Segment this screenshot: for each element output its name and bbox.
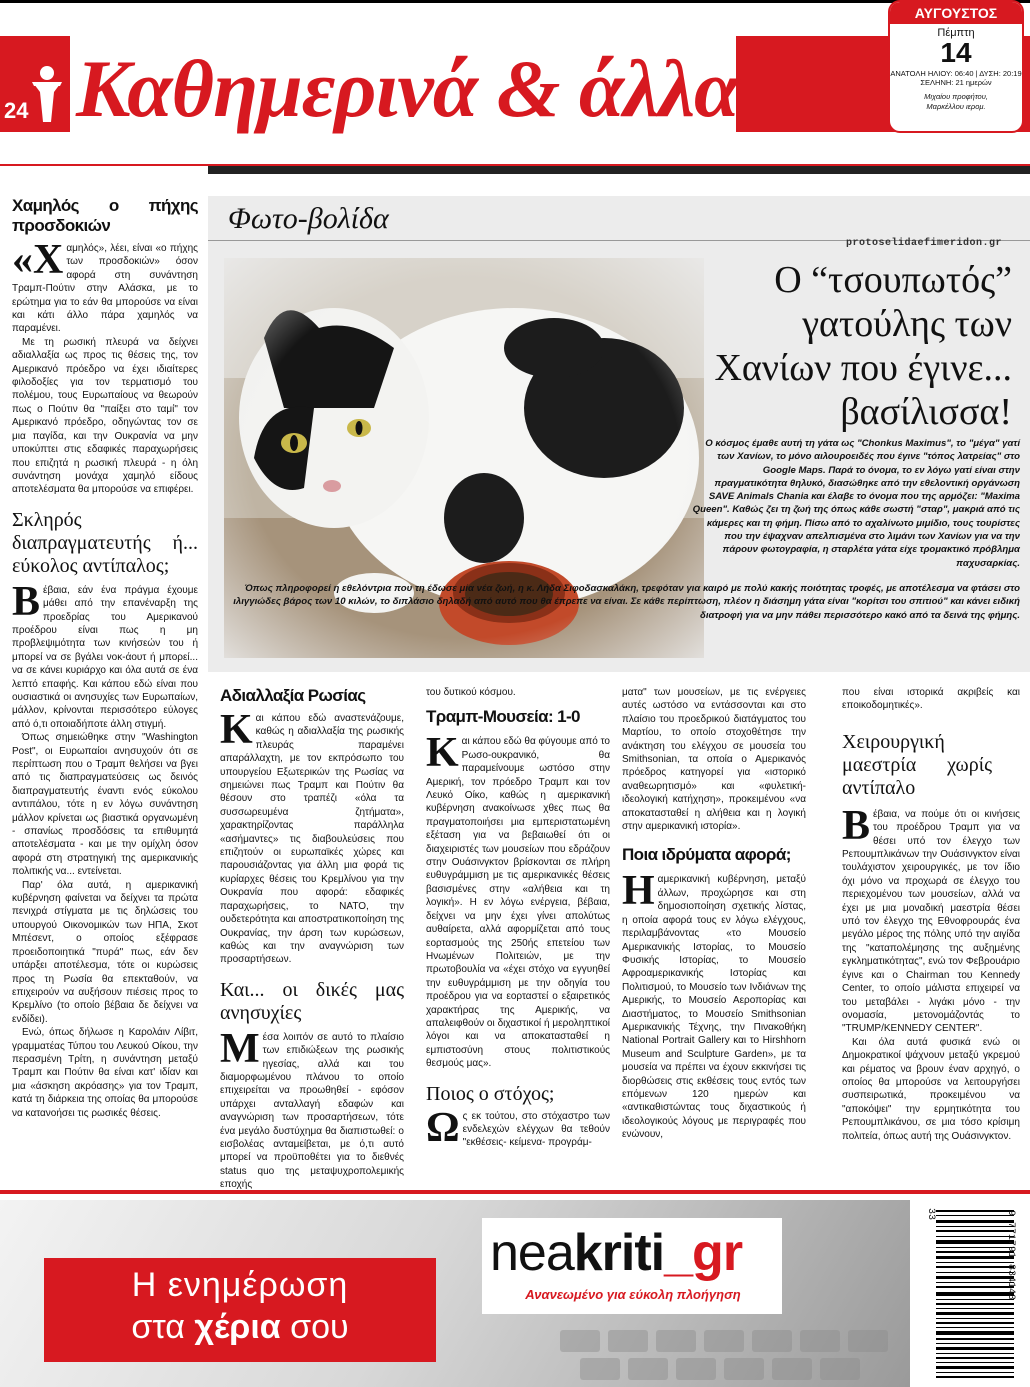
ad-slogan-line-2 <box>44 1306 436 1348</box>
paragraph-text: έσα λοιπόν σε αυτό το πλαίσιο των επιδιώξεων της ρωσικής ηγεσίας, αλλά και του διαμορφωμένου πλάνου το οποίο επιχειρείται να προωθηθεί - εφόσον υπάρχει ανταλλαγή εδαφών και αναγνώριση των προσαρτήσεων, τότε ένα μεγάλο δυστύχημα θα διαπιστωθεί: ο εισβολέας ανταμείβεται, με ό,τι αυτό μπορεί να προϋποθέτει για το διεθνές status quo της μεταψυχροπολεμικής εποχής <box>220 1031 404 1191</box>
ad-slogan-line-1: Η ενημέρωση <box>131 1266 349 1304</box>
article-paragraph <box>426 730 610 1070</box>
article-heading: Τραμπ-Μουσεία: 1-0 <box>426 707 580 727</box>
date-weekday: Πέμπτη <box>937 27 975 39</box>
saints-of-day <box>890 92 1022 112</box>
date-box <box>888 0 1024 133</box>
section-logo-icon <box>30 64 64 124</box>
article-paragraph <box>220 1025 404 1192</box>
header-divider-thick <box>208 166 1030 174</box>
saints-line-2: Μαρκέλλου ιερομ. <box>926 102 986 111</box>
sun-times: ΑΝΑΤΟΛΗ ΗΛΙΟΥ: 06:40 | ΔΥΣΗ: 20:19 <box>890 69 1022 78</box>
drop-cap: Β <box>842 802 871 849</box>
article-paragraph: ματα" των μουσείων, με τις ενέργειες αυτές ωστόσο να εντάσσονται και στο πλαίσιο του προεδρικού διατάγματος του Μαρτίου, το οποίο στοχοθέτησε την ανάκτηση του ελέγχου σε μουσεία του Smithsonian, τα οποία ο Αμερικανός πρόεδρος κατηγορεί για «ιστορικό αναθεωρητισμό» και «φυλετική-ιδεολογική κατήχηση», προκειμένου «να αποκατασταθεί η αλήθεια και η λογική στην αμερικανική ιστορία». <box>622 687 806 833</box>
column-2 <box>220 686 404 1192</box>
barcode-issue: 33 <box>925 1208 936 1221</box>
article-paragraph <box>842 802 1020 1036</box>
drop-cap: Ω <box>426 1104 460 1151</box>
header-top-rule <box>0 0 1030 3</box>
paragraph-text: αμερικανική κυβέρνηση, μεταξύ άλλων, προχώρησε και στη δημοσιοποίηση σχετικής λίστας, η οποία αφορά τους εν λόγω ελέγχους, περιλαμβάνοντας «το Μουσείο Αμερικανικής Ιστορίας, το Μουσείο Φυσικής Ιστορίας, το Μουσείο Αφροαμερικανικής Ιστορίας και Πολιτισμού, το Μουσείο των Ινδιάνων της Αμερικής, το Μουσείο Αεροπορίας και Διαστήματος, το Μουσείο Smithsonian Αμερικανικής Τέχνης, την Πινακοθήκη National Portrait Gallery και το Hirshhorn Museum and Sculpture Garden», με τα μουσεία να πρέπει να έχουν εκκινήσει τις διορθώσεις στις εκθέσεις τους εντός των επόμενων 120 ημερών και «αντικαθιστώντας τους διχαστικούς ή ιδεολογικούς λόγους με περιγραφές που ενώνουν, <box>622 874 806 1141</box>
date-month: ΑΥΓΟΥΣΤΟΣ <box>890 2 1022 24</box>
drop-cap: Η <box>622 868 655 915</box>
drop-cap: Κ <box>220 707 253 753</box>
slogan-word: σου <box>290 1308 349 1346</box>
article-paragraph <box>622 868 806 1141</box>
article-heading: Αδιαλλαξία Ρωσίας <box>220 686 366 705</box>
logo-part: kriti <box>573 1224 665 1282</box>
ad-divider <box>0 1190 1030 1194</box>
article-paragraph: Παρ' όλα αυτά, η αμερικανική κυβέρνηση φαίνεται να δείχνει τα πρώτα πενιχρά στίγματα με τις δηλώσεις του υπουργού Οικονομικών των ΗΠΑ, Σκοτ Μπέσεντ, ο οποίος εξέφρασε προειδοποιητικά "πυρά" πως, εάν δεν υπάρξει αποτέλεσμα, τότε οι κυρώσεις προς τη Ρωσία θα επεκταθούν, να επιχειρούν να αυξήσουν πιέσεις προς το Κρεμλίνο (το οποίο βέβαια δε δείχνει να ενδίδει). <box>12 879 198 1025</box>
article-heading: Ποιος ο στόχος; <box>426 1082 555 1105</box>
article-paragraph: Και όλα αυτά φυσικά ενώ οι Δημοκρατικοί ψάχνουν μεταξύ γκρεμού και ρέματος να βρουν έναν αρχηγό, ο οποίος θα μπορούσε να λειτουργήσει συσπειρωτικά, προκειμένου να "αποκόψει" την ερμητικότητα του Ρεπουμπλικάνου, σε μια τόσο κρίσιμη πολιτεία, όπως αυτή της Ουάσινγκτον. <box>842 1036 1020 1142</box>
logo-part: _gr <box>664 1224 743 1282</box>
slogan-word: στα <box>131 1308 185 1346</box>
section-title: Καθημερινά & άλλα <box>76 43 739 134</box>
drop-cap: Κ <box>426 730 459 777</box>
article-heading: Σκληρός διαπραγματευτής ή... εύκολος αντίπαλος; <box>12 508 198 577</box>
barcode-number: 9 771791 834143 <box>1005 1210 1016 1301</box>
article-paragraph: Με τη ρωσική πλευρά να δείχνει αδιαλλαξία ως προς τις θέσεις της, τον Αμερικανό πρόεδρο να έχει ιδιαίτερες φιλοδοξίες για τον τερματισμό του πολέμου, τους Ευρωπαίους να θεωρούν πως ο Πούτιν θα "παίξει στο ταμί" τον Αμερικανό πρόεδρο, οδηγώντας τον σε μια παγίδα, και την Ουκρανία να μην υποκύπτει στις εδαφικές παραχωρήσεις που επιζητά η ρωσική πλευρά - η όλη συνάντηση μονάχα χαμηλό είδους αποτελέσματα θα μπορούσε να επιφέρει. <box>12 336 198 496</box>
article-paragraph: που είναι ιστορικά ακριβείς και εποικοδομητικές». <box>842 687 1020 712</box>
paragraph-text: έβαια, να πούμε ότι οι κινήσεις του προέδρου Τραμπ για να θέσει υπό τον έλεγχο των Ρεπουμπλικάνων την Ουάσινγκτον είναι τουλάχιστον χειρουργικές, με τον ίδιο όχι μόνο να προχωρά σε έλεγχο του περιεχομένου των μουσείων, αλλά να έχει με μια μοναδική μαεστρία θέσει υπό τον έλεγχο της Εθνοφρουράς ένα μεγάλο μέρος της πόλης υπό την αιγίδα της "καταπολέμησης της αυξημένης εγκληματικότητας", ενώ τον Φεβρουάριο έγινε και ο Chairman του Kennedy Center, το οποίο μάλιστα επιχειρεί να του μεταβάλει - λιγάκι μόνο - την ονομασία, μετονομάζοντάς το "TRUMP/KENNEDY CENTER". <box>842 808 1020 1035</box>
ad-tagline: Ανανεωμένο για εύκολη πλοήγηση <box>525 1287 741 1302</box>
column-3 <box>426 686 610 1150</box>
left-column <box>12 196 198 1120</box>
article-paragraph <box>426 1104 610 1151</box>
column-5 <box>842 686 1020 1143</box>
feature-body-1: Ο κόσμος έμαθε αυτή τη γάτα ως "Chonkus Maximus", το "μέγα" γατί των Χανίων, το μόνο αιλουροειδές που έγινε "τόπος λατρείας" στο Google Maps. Παρά το όνομα, το εν λόγω γατί είναι στην πραγματικότητα θηλυκό, διασώθηκε από την εθελοντική οργάνωση SAVE Animals Chania και έλαβε το όνομα που της αρμόζει: "Maxima Queen". Καθώς ζει τη ζωή της όπως κάθε σωστή "σταρ", μακριά από τις κάμερες και τη φήμη. Πίσω από το αχαλίνωτο μιμίδιο, τους τουρίστες που την έψαχναν απελπισμένα στο λιμάνι των Χανίων για να την πάρουν φωτογραφία, η σταρλέτα γάτα είχε τρομακτικό πρόβλημα παχυσαρκίας. <box>692 438 1020 569</box>
article-paragraph <box>12 578 198 731</box>
drop-cap: «Χ <box>12 237 64 283</box>
article-heading: Χειρουργική μαεστρία χωρίς αντίπαλο <box>842 730 992 799</box>
feature-label: Φωτο-βολίδα <box>228 202 389 235</box>
article-paragraph <box>220 707 404 967</box>
paragraph-text: αμηλός», λέει, είναι «ο πήχης των προσδοκιών» όσον αφορά στη συνάντηση Τραμπ-Πούτιν στην Αλάσκα, με το ερώτημα για το εάν θα μπορούσε να είναι και κάτι άλλο πάρα χαμηλός να παραμένει. <box>12 243 198 335</box>
feature-body-2: Όπως πληροφορεί η εθελόντρια που τη έδωσε μία νέα ζωή, η κ. Λήδα Σιφοδασκαλάκη, τρεφόταν για καιρό με πολύ κακής ποιότητας τροφές, με αποτέλεσμα να φτάσει στο ιλιγγιώδες βάρος των 10 κιλών, το διπλάσιο δηλαδή από αυτό που θα έπρεπε να είναι. Σε κάθε περίπτωση, πλέον η διάσημη γάτα είναι "κορίτσι του σπιτιού" και κάνει ειδική διατροφή για να μην πάθει περισσότερο κακό από τα δεινά της φήμης. <box>233 583 1020 621</box>
paragraph-text: ς εκ τούτου, στο στόχαστρο των ενδελεχών ελέγχων θα τεθούν "εκθέσεις- κείμενα- προγράμ- <box>462 1110 610 1149</box>
article-paragraph <box>12 237 198 336</box>
drop-cap: Μ <box>220 1025 260 1072</box>
article-paragraph: Όπως σημειώθηκε στην "Washington Post", οι Ευρωπαίοι ανησυχούν ότι σε περίπτωση που ο Τραμπ θελήσει να βγει από τις διαπραγματεύσεις ως δεινός διαπραγματευτής έναντι ενός εύκολου αντιπάλου, τότε η εν λόγω συνάντηση μάλλον κρίνεται ως βιαστικά οργανωμένη - σπανίως προσδόσεις τα επιθυμητά αποτελέσματα - και με την ομίχλη όσον αφορά στη στρατηγική της αμερικανικής πολιτικής να... εντείνεται. <box>12 732 198 878</box>
saints-line-1: Μιχαίου προφήτου, <box>924 92 988 101</box>
page-number: 24 <box>4 98 29 123</box>
slogan-word-bold: χέρια <box>194 1308 281 1346</box>
logo-part: nea <box>490 1224 574 1282</box>
moon-age: ΣΕΛΗΝΗ: 21 ημερών <box>920 78 992 87</box>
article-heading: Χαμηλός ο πήχης προσδοκιών <box>12 196 198 235</box>
article-paragraph: του δυτικού κόσμου. <box>426 687 516 698</box>
article-heading: Και... οι δικές μας ανησυχίες <box>220 978 404 1024</box>
date-day-number: 14 <box>940 37 972 68</box>
feature-source: protoselidaefimeridon.gr <box>846 238 1003 249</box>
article-heading: Ποια ιδρύματα αφορά; <box>622 845 791 865</box>
paragraph-text: έβαια, εάν ένα πράγμα έχουμε μάθει από την επανέναρξη της προεδρίας του Αμερικανού προέδρου είναι πως η μη προβλεψιμότητα των κινήσεών του ή μπορεί να σε βγάλει νοκ-άουτ ή μπορεί... να σε κάνει κυριάρχο και όλα αυτά σε ένα λεπτό επαφής. Και κάπου εδώ είναι που ουσιαστικά οι ανησυχίες των Ευρωπαίων, μάλλον, κρίνονται περισσότερο εύλογες από ό,τι οποιαδήποτε άλλη στιγμή. <box>12 584 198 730</box>
drop-cap: Β <box>12 578 41 625</box>
column-4 <box>622 686 806 1142</box>
paragraph-text: αι κάπου εδώ αναστενάζουμε, καθώς η αδιαλλαξία της ρωσικής πλευράς παραμένει απαράλλαχτη, με τον εκπρόσωπο του υπουργείου Εξωτερικών της Ρωσίας να σημειώνει πως Τραμπ και Πούτιν θα θέσουν στο τραπέζι «όλα τα συσσωρευμένα ζητήματα», χαρακτηρίζοντας παράλληλα «ασήμαντες» τις διαβουλεύσεις που επιζητούν οι ευρωπαϊκές χώρες και παρουσιάζοντας για άλλη μια φορά τις κυρίαρχες θέσεις του Κρεμλίνου για την Ουκρανία που αφορά: εδαφικές παραχωρήσεις, το ΝΑΤΟ, την ουδετερότητα και αποστρατικοποίηση της Ουκρανίας, την άρση των κυρώσεων, καθώς και την αναγνώριση των προσαρτήσεων. <box>220 713 404 966</box>
paragraph-text: αι κάπου εδώ θα φύγουμε από το Ρωσο-ουκρανικό, θα παραμείνουμε ωστόσο στην Αμερική, τον πρόεδρο Τραμπ και τον Λευκό Οίκο, καθώς η αμερικανική κυβέρνηση ανακοίνωσε χθες πως θα πραγματοποιήσει μια εμπεριστατωμένη εξέταση για να βεβαιωθεί ότι οι διαχειριστές των μουσείων που εδράζουν στην Ουάσινγκτον βρίσκονται σε πλήρη ευθυγράμμιση με τις αμερικανικές θέσεις βασισμένες στην «αλήθεια και τη λογική». Η εν λόγω ενέργεια, βέβαια, δείχνει να μην έχει γίνει απολύτως αυθαίρετα, αλλά αφορμίζεται από τους εορτασμούς της 250ής επετείου των Ηνωμένων Πολιτειών, με την πρωτοβουλία να «έχει στόχο να εγγυηθεί την ευθυγράμμιση με την οδηγία του προέδρου για να εορταστεί ο εξαιρετικός χαρακτήρας της Αμερικής, να απαλειφθούν οι διχαστικοί ή μεροληπτικοί λόγοι και να αποκατασταθεί η εμπιστοσύνη στους πολιτιστικούς θεσμούς μας». <box>426 736 610 1070</box>
article-paragraph: Ενώ, όπως δήλωσε η Καρολάιν Λίβιτ, γραμματέας Τύπου του Λευκού Οίκου, την περασμένη Τρίτη, η συνάντηση μεταξύ Τραμπ και Πούτιν θα είναι κατ' ιδίαν και μια «άσκηση ακρόασης» για τον Τραμπ, κατά τη διάρκεια της οποίας θα μπορούσε να κατανοήσει τις ρωσικές θέσεις. <box>12 1027 198 1119</box>
neakriti-logo[interactable] <box>490 1224 742 1282</box>
feature-headline: Ο “τσουπωτός” γατούλης των Χανίων που έγινε... βασίλισσα! <box>714 259 1012 433</box>
